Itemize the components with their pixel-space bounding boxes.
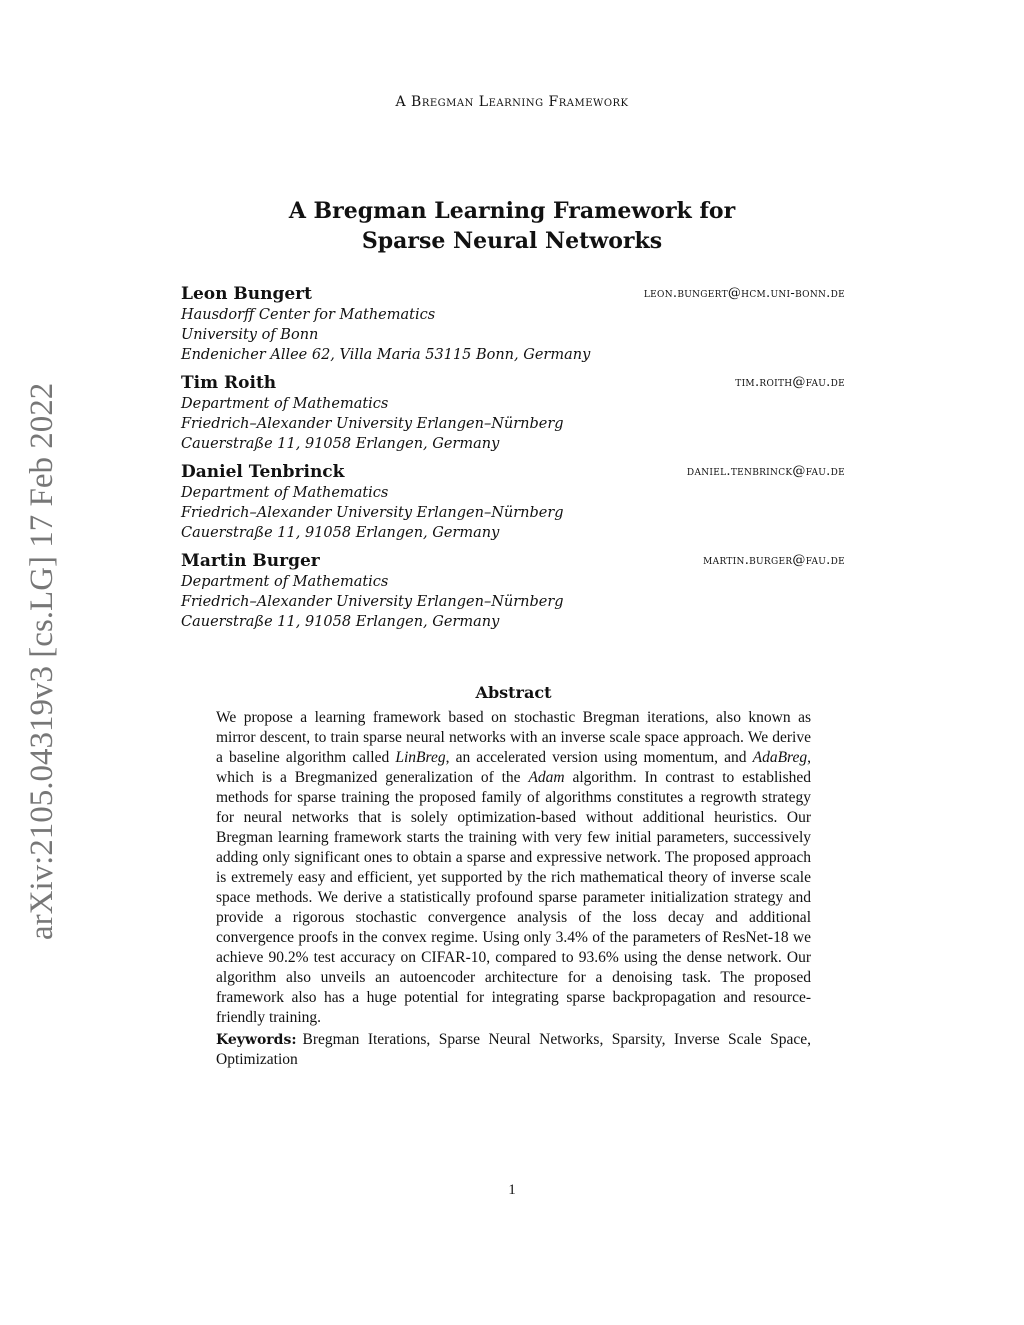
abstract-text: , which is a Bregmanized generalization of the <box>216 749 812 786</box>
abstract-text: We propose a learning framework based on stochastic Bregman iterations, also known as mirror descent, to train sparse neural networks with an inverse scale space approach. We derive a baseline algorithm called <box>216 709 811 766</box>
author-email[interactable]: tim.roith@fau.de <box>735 375 845 390</box>
author-list <box>181 283 845 639</box>
abstract-section <box>216 683 811 1070</box>
affiliation-line: Cauerstraße 11, 91058 Erlangen, Germany <box>181 614 500 630</box>
abstract-text: algorithm. In contrast to established methods for sparse training the proposed family of algorithms constitutes a regrowth strategy for neural networks that is solely optimization-based without additional heuristics. Our Bregman learning framework starts the training with very few initial parameters, successively adding only significant ones to obtain a sparse and expressive network. The proposed approach is extremely easy and efficient, yet supported by the rich mathematical theory of inverse scale space methods. We derive a statistically profound sparse parameter initialization strategy and provide a rigorous stochastic convergence analysis of the loss decay and additional convergence proofs in the convex regime. Using only 3.4% of the parameters of ResNet-18 we achieve 90.2% test accuracy on CIFAR-10, compared to 93.6% using the dense network. Our algorithm also unveils an autoencoder architecture for a denoising task. The proposed framework also has a huge potential for integrating sparse backpropagation and resource-friendly training. <box>216 769 811 1026</box>
author-block <box>181 283 845 365</box>
abstract-heading: Abstract <box>475 683 552 702</box>
abstract-body <box>216 708 811 1028</box>
keywords-label: Keywords: <box>216 1032 297 1048</box>
affiliation-line: Cauerstraße 11, 91058 Erlangen, Germany <box>181 525 500 541</box>
affiliation-line: Friedrich–Alexander University Erlangen–Nürnberg <box>181 505 564 521</box>
author-block <box>181 372 845 454</box>
affiliation-line: University of Bonn <box>181 327 319 343</box>
author-email[interactable]: daniel.tenbrinck@fau.de <box>686 464 845 479</box>
author-name: Leon Bungert <box>181 284 312 304</box>
affiliation-line: Department of Mathematics <box>181 396 389 412</box>
author-block <box>181 550 845 632</box>
keywords-text: Bregman Iterations, Sparse Neural Networks, Sparsity, Inverse Scale Space, Optimization <box>216 1031 811 1068</box>
author-email[interactable]: leon.bungert@hcm.uni-bonn.de <box>643 286 845 301</box>
affiliation-line: Department of Mathematics <box>181 574 389 590</box>
abstract-text: , an accelerated version using momentum, and <box>445 749 753 766</box>
abstract-term-adabreg: AdaBreg <box>752 749 808 766</box>
running-head: A Bregman Learning Framework <box>395 94 629 110</box>
abstract-term-adam: Adam <box>528 769 565 786</box>
keywords <box>216 1030 811 1070</box>
affiliation-line: Department of Mathematics <box>181 485 389 501</box>
title-line-1: A Bregman Learning Framework for <box>288 198 736 224</box>
author-name: Martin Burger <box>181 551 320 571</box>
title-line-2: Sparse Neural Networks <box>361 228 663 254</box>
affiliation-line: Cauerstraße 11, 91058 Erlangen, Germany <box>181 436 500 452</box>
arxiv-identifier-stamp: arXiv:2105.04319v3 [cs.LG] 17 Feb 2022 <box>24 382 60 940</box>
author-block <box>181 461 845 543</box>
affiliation-line: Friedrich–Alexander University Erlangen–Nürnberg <box>181 594 564 610</box>
affiliation-line: Friedrich–Alexander University Erlangen–Nürnberg <box>181 416 564 432</box>
author-email[interactable]: martin.burger@fau.de <box>703 553 845 568</box>
abstract-term-linbreg: LinBreg <box>395 749 446 766</box>
page-number: 1 <box>508 1182 516 1198</box>
affiliation-line: Hausdorff Center for Mathematics <box>181 307 436 323</box>
paper-title <box>0 196 1024 256</box>
author-name: Daniel Tenbrinck <box>181 462 345 482</box>
author-name: Tim Roith <box>181 373 277 393</box>
affiliation-line: Endenicher Allee 62, Villa Maria 53115 Bonn, Germany <box>181 347 591 363</box>
